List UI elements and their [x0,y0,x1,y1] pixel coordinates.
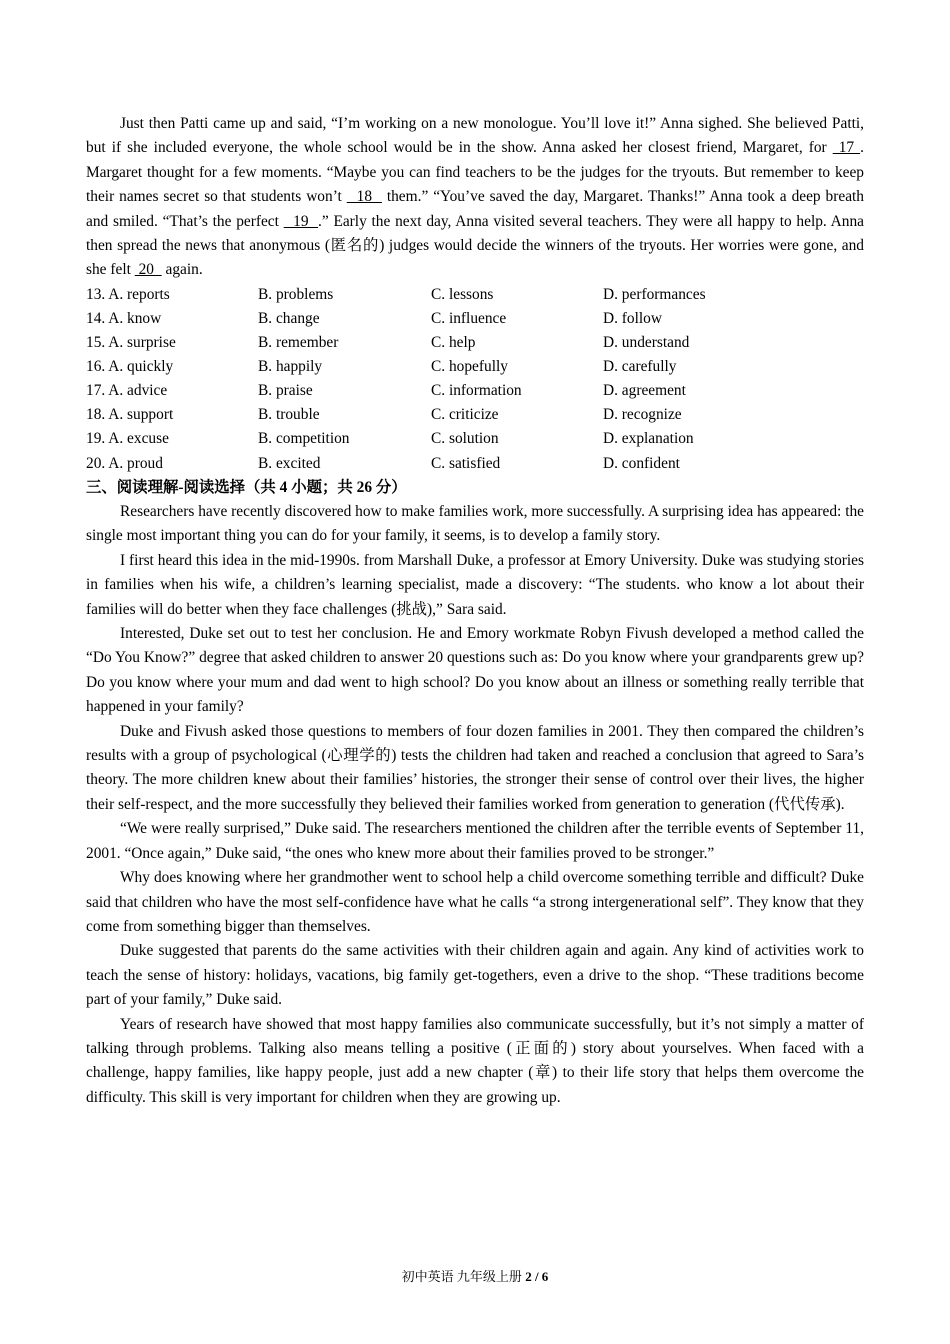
option-b: B. remember [258,334,339,352]
option-c: C. help [431,334,476,352]
reading-paragraph-4: Duke and Fivush asked those questions to members of four dozen families in 2001. They then compared the children’s results with a group of psychological (心理学的) tests the children had taken and reached a conclusion that agreed to Sara’s theory. The more children knew about their families’ histories, the stronger their sense of control over their lives, the higher their self-respect, and the more successfully they believed their families worked from generation to generation (代代传承). [86,722,864,813]
option-row-20 [86,452,864,476]
cloze-text-2: . Margaret thought for a few moments. “Maybe you can find teachers to be the judges for the tryouts. But remember to keep their names secret so that students won’t [86,139,864,206]
section-question-count: 4 [279,478,288,496]
option-c: C. information [431,382,522,400]
option-b: B. competition [258,430,350,448]
reading-paragraph-7: Duke suggested that parents do the same activities with their children again and again. Any kind of activities work to teach the sense of history: holidays, vacations, big family get-togethers, even a drive to the shop. “These traditions become part of your family,” Duke said. [86,942,864,1009]
cloze-text-1: Just then Patti came up and said, “I’m working on a new monologue. You’ll love it!” Anna sighed. She believed Patti, but if she included everyone, the whole school would be in the show. Anna asked her closest friend, Margaret, for [86,115,864,157]
cloze-paragraph [86,112,864,283]
option-d: D. understand [603,334,690,352]
option-a: 13. A. reports [86,285,170,303]
reading-paragraph-8 [86,1013,864,1111]
option-b: B. change [258,309,320,327]
cloze-text-3: them.” “You’ve saved the day, Margaret. Thanks!” Anna took a deep breath and smiled. “That’s the perfect [86,188,865,230]
cloze-text-5: again. [161,261,203,279]
reading-paragraph-5: “We were really surprised,” Duke said. The researchers mentioned the children after the terrible events of September 11, 2001. “Once again,” Duke said, “the ones who knew more about their families proved to be stronger.” [86,820,864,862]
page-footer [0,1266,950,1285]
reading-paragraph-8-part-2: faced with a challenge, happy families, like happy people, just add a new chapter (章) to their life story that helps them overcome the difficulty. This skill is very important for children when they are growing up. [86,1039,865,1106]
option-d: D. explanation [603,430,694,448]
section-heading [86,476,864,500]
option-d: D. performances [603,285,706,303]
blank-18: 18 [346,188,382,206]
option-b: B. happily [258,358,323,376]
option-c: C. solution [431,430,499,448]
option-d: D. confident [603,454,680,472]
option-d: D. follow [603,309,662,327]
reading-paragraph-2: I first heard this idea in the mid-1990s. from Marshall Duke, a professor at Emory University. Duke was studying stories in families when his wife, a children’s learning specialist, made a discovery: “The students. who know a lot about their families will do better when they face challenges (挑战),” Sara said. [86,551,864,618]
section-heading-text: 三、阅读理解-阅读选择（共 [86,478,280,496]
option-row-13 [86,283,864,307]
reading-paragraph-1: Researchers have recently discovered how to make families work, more successfully. A surprising idea has appeared: the single most important thing you can do for your family, it seems, is to develop a family story. [86,503,864,545]
option-b: B. trouble [258,406,320,424]
section-heading-text: 分） [372,478,407,496]
blank-19: 19 [283,212,319,230]
option-c: C. lessons [431,285,494,303]
reading-paragraph-3: Interested, Duke set out to test her conclusion. He and Emory workmate Robyn Fivush developed a method called the “Do You Know?” degree that asked children to answer 20 questions such as: Do you know where your grandparents grew up? Do you know where your mum and dad went to high school? Do you know about an illness or something really terrible that happened in your family? [86,625,864,716]
blank-17: 17 [832,139,861,157]
option-d: D. agreement [603,382,686,400]
option-d: D. recognize [603,406,682,424]
option-a: 15. A. surprise [86,334,176,352]
section-heading-text: 小题；共 [287,478,357,496]
section-score: 26 [356,478,373,496]
option-row-17 [86,379,864,403]
option-row-19 [86,427,864,451]
options-list [86,283,864,476]
footer-label: 初中英语 九年级上册 [401,1269,526,1284]
option-c: C. criticize [431,406,499,424]
option-a: 20. A. proud [86,454,163,472]
option-a: 18. A. support [86,406,174,424]
option-a: 14. A. know [86,309,162,327]
reading-paragraph-8-part-1: Years of research have showed that most happy families also communicate successfully, but it’s not simply a matter of talking through problems. Talking also means telling a positive (正面的) story about yourselves. When [86,1015,864,1057]
option-b: B. excited [258,454,321,472]
option-b: B. praise [258,382,313,400]
option-a: 19. A. excuse [86,430,169,448]
option-c: C. influence [431,309,507,327]
option-a: 16. A. quickly [86,358,174,376]
option-c: C. hopefully [431,358,508,376]
option-d: D. carefully [603,358,677,376]
blank-20: 20 [134,261,162,279]
option-a: 17. A. advice [86,382,168,400]
reading-paragraph-6: Why does knowing where her grandmother went to school help a child overcome something terrible and difficult? Duke said that children who have the most self-confidence have what he calls “a strong intergenerational self”. They know that they come from something bigger than themselves. [86,869,864,935]
option-row-15 [86,331,864,355]
page-number: 2 / 6 [525,1269,549,1284]
option-row-18 [86,403,864,427]
option-b: B. problems [258,285,334,303]
cloze-text-4: .” Early the next day, Anna visited several teachers. They were all happy to help. Anna then spread the news that anonymous (匿名的) judges would decide the winners of the tryouts. Her worries were gone, and she felt [86,212,864,279]
option-row-14 [86,307,864,331]
option-c: C. satisfied [431,454,501,472]
option-row-16 [86,355,864,379]
document-page [86,112,864,1110]
